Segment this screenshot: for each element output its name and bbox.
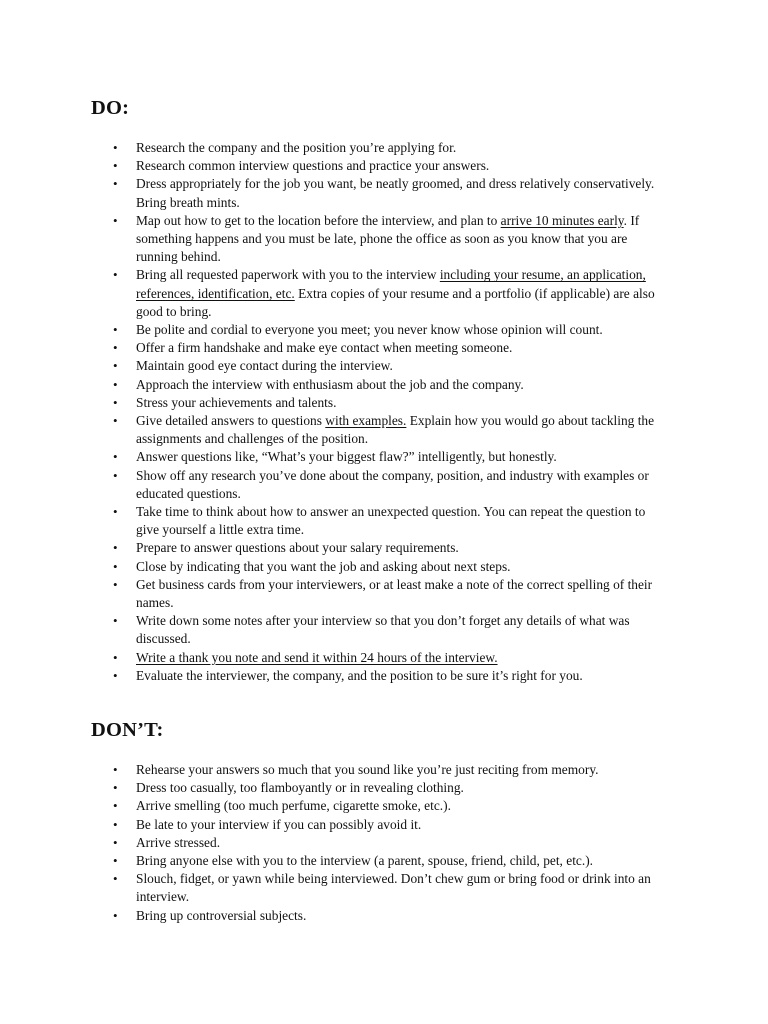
item-text: Take time to think about how to answer an unexpected question. You can repeat the question to give yourself a little extra time. <box>136 504 646 538</box>
item-text: Explain how you would go about tackling the assignments and challenges of the position. <box>136 413 655 447</box>
list-item <box>0 321 656 339</box>
item-text: Evaluate the interviewer, the company, and the position to be sure it’s right for you. <box>136 667 583 683</box>
item-text: Slouch, fidget, or yawn while being interviewed. Don’t chew gum or bring food or drink into an interview. <box>136 871 651 905</box>
item-text: Be polite and cordial to everyone you meet; you never know whose opinion will count. <box>136 322 603 338</box>
list-item <box>0 339 656 357</box>
list-item <box>0 175 656 211</box>
underlined-text: including your resume, an application, references, identification, etc. <box>136 267 646 301</box>
item-text: Stress your achievements and talents. <box>136 394 337 410</box>
list-item <box>0 266 656 321</box>
list-item <box>0 539 656 557</box>
item-text: . If something happens and you must be late, phone the office as soon as you know that you are running behind. <box>136 212 640 265</box>
item-text: Approach the interview with enthusiasm about the job and the company. <box>136 376 524 392</box>
item-text: Bring up controversial subjects. <box>136 907 307 923</box>
list-item <box>0 761 656 779</box>
underlined-text: arrive 10 minutes early <box>500 212 624 228</box>
item-text: Bring anyone else with you to the interview (a parent, spouse, friend, child, pet, etc.). <box>136 853 594 869</box>
item-text: Prepare to answer questions about your salary requirements. <box>136 540 459 556</box>
list-item <box>0 503 656 539</box>
list-item <box>0 448 656 466</box>
underlined-text: with examples. <box>325 413 407 429</box>
list-item <box>0 212 656 267</box>
item-text: Write down some notes after your interview so that you don’t forget any details of what was discussed. <box>136 613 630 647</box>
list-item <box>0 649 656 667</box>
list-item <box>0 834 656 852</box>
underlined-text: Write a thank you note and send it within 24 hours of the interview. <box>136 649 498 665</box>
list-item <box>0 797 656 815</box>
do-heading: DO: <box>91 97 130 119</box>
dont-list <box>0 761 768 925</box>
list-item <box>0 467 656 503</box>
item-text: Map out how to get to the location before the interview, and plan to <box>136 212 501 228</box>
list-item <box>0 558 656 576</box>
list-item <box>0 412 656 448</box>
list-item <box>0 376 656 394</box>
item-text: Dress appropriately for the job you want, be neatly groomed, and dress relatively conservatively. Bring breath mints. <box>136 176 655 210</box>
item-text: Close by indicating that you want the job and asking about next steps. <box>136 558 511 574</box>
list-item <box>0 576 656 612</box>
item-text: Get business cards from your interviewers, or at least make a note of the correct spelling of their names. <box>136 576 653 611</box>
list-item <box>0 357 656 375</box>
item-text: Answer questions like, “What’s your biggest flaw?” intelligently, but honestly. <box>136 449 557 465</box>
item-text: Research the company and the position you’re applying for. <box>136 140 457 155</box>
list-item <box>0 852 656 870</box>
item-text: Extra copies of your resume and a portfolio (if applicable) are also good to bring. <box>136 285 655 319</box>
item-text: Maintain good eye contact during the interview. <box>136 358 393 374</box>
item-text: Show off any research you’ve done about the company, position, and industry with examples or educated questions. <box>136 467 649 501</box>
list-item <box>0 394 656 412</box>
list-item <box>0 157 656 175</box>
dont-heading: DON’T: <box>91 719 164 741</box>
item-text: Dress too casually, too flamboyantly or in revealing clothing. <box>136 780 464 796</box>
list-item <box>0 667 656 685</box>
item-text: Bring all requested paperwork with you to the interview <box>136 267 440 283</box>
item-text: Be late to your interview if you can possibly avoid it. <box>136 816 422 832</box>
item-text: Give detailed answers to questions <box>136 413 326 429</box>
item-text: Arrive stressed. <box>136 834 221 850</box>
item-text: Rehearse your answers so much that you sound like you’re just reciting from memory. <box>136 762 599 777</box>
list-item <box>0 779 656 797</box>
list-item <box>0 870 656 906</box>
do-list <box>0 139 768 685</box>
item-text: Offer a firm handshake and make eye contact when meeting someone. <box>136 340 513 356</box>
item-text: Arrive smelling (too much perfume, cigarette smoke, etc.). <box>136 798 451 814</box>
list-item <box>0 816 656 834</box>
list-item <box>0 612 656 648</box>
list-item <box>0 139 656 157</box>
list-item <box>0 907 656 925</box>
item-text: Research common interview questions and practice your answers. <box>136 158 490 174</box>
